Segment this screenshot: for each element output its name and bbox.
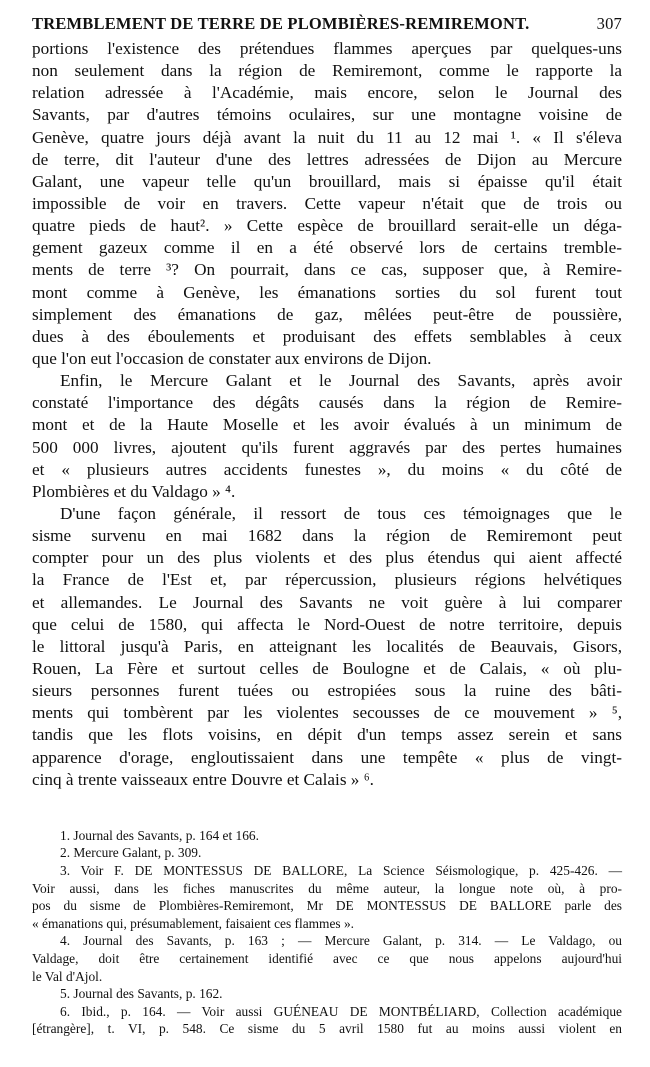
running-title: TREMBLEMENT DE TERRE DE PLOMBIÈRES-REMIREMONT. xyxy=(32,14,530,33)
body-line: 500 000 livres, ajoutent qu'ils furent aggravés par des pertes humaines xyxy=(32,437,622,457)
body-line: sisme survenu en mai 1682 dans la région de Remiremont peut xyxy=(32,526,622,546)
body-line: mont comme à Genève, les émanations sorties du sol furent tout xyxy=(32,282,622,302)
footnote-line: le Val d'Ajol. xyxy=(32,968,103,984)
body-line: simplement des émanations de gaz, mêlées peut-être de poussière, xyxy=(32,304,622,324)
footnote-line: 1. Journal des Savants, p. 164 et 166. xyxy=(60,827,259,843)
page-number: 307 xyxy=(596,14,622,33)
body-line: ments qui tombèrent par les violentes secousses de ce mouvement » ⁵, xyxy=(32,703,622,723)
body-line: gement gazeux comme il en a été observé lors de certains tremble- xyxy=(32,238,622,258)
body-line: ments de terre ³? On pourrait, dans ce cas, supposer que, à Remire- xyxy=(32,260,622,280)
footnote-line: « émanations qui, présumablement, faisaient ces flammes ». xyxy=(32,915,355,931)
body-line: que celui de 1580, qui affecta le Nord-Ouest de notre territoire, depuis xyxy=(32,614,622,634)
body-line: D'une façon générale, il ressort de tous ces témoignages que le xyxy=(60,503,622,523)
footnote-line: 4. Journal des Savants, p. 163 ; — Mercure Galant, p. 314. — Le Valdago, ou xyxy=(60,933,622,949)
body-line: non seulement dans la région de Remiremont, comme le rapporte la xyxy=(32,61,622,81)
body-line: et « plusieurs autres accidents funestes », du moins « du côté de xyxy=(32,459,622,479)
body-line: portions l'existence des prétendues flammes aperçues par quelques-uns xyxy=(32,39,622,58)
body-line: que l'on eut l'occasion de constater aux environs de Dijon. xyxy=(32,348,432,368)
footnote-line: 3. Voir F. DE MONTESSUS DE BALLORE, La Science Séismologique, p. 425-426. — xyxy=(60,862,622,878)
footnote-line: pos du sisme de Plombières-Remiremont, Mr DE MONTESSUS DE BALLORE parle des xyxy=(32,898,622,914)
footnote-line: Valdage, doit être certainement identifié avec ce que nous appelons aujourd'hui xyxy=(32,950,622,966)
footnote-line: 6. Ibid., p. 164. — Voir aussi GUÉNEAU DE MONTBÉLIARD, Collection académique xyxy=(60,1003,622,1019)
body-line: Genève, quatre jours déjà avant la nuit du 11 au 12 mai ¹. « Il s'éleva xyxy=(32,127,622,147)
footnote-line: 2. Mercure Galant, p. 309. xyxy=(60,845,202,861)
body-line: tandis que les flots voisins, en dépit d'un temps assez serein et sans xyxy=(32,725,622,745)
body-line: de terre, dit l'auteur d'une des lettres adressées de Dijon au Mercure xyxy=(32,149,622,169)
body-line: mont et de la Haute Moselle et les avoir évalués à un minimum de xyxy=(32,415,622,435)
footnote-line: 5. Journal des Savants, p. 162. xyxy=(60,986,223,1002)
body-line: Savants, par d'autres témoins oculaires, sur une montagne voisine de xyxy=(32,105,622,125)
footnote-line: Voir aussi, dans les fiches manuscrites du même auteur, la longue note où, à pro- xyxy=(32,880,622,896)
footnotes xyxy=(32,827,622,1038)
body-line: sieurs personnes furent tuées ou estropiées sous la ruine des bâti- xyxy=(32,681,622,701)
body-line: constaté l'importance des dégâts causés dans la région de Remire- xyxy=(32,393,622,413)
body-line: et allemandes. Le Journal des Savants ne voit guère à lui comparer xyxy=(32,592,622,612)
body-line: quatre pieds de haut². » Cette espèce de brouillard serait-elle un déga- xyxy=(32,216,622,236)
body-line: relation adressée à l'Académie, mais encore, selon le Journal des xyxy=(32,83,622,103)
book-page xyxy=(32,10,622,1038)
body-line: la France de l'Est et, par répercussion, plusieurs régions helvétiques xyxy=(32,570,622,590)
body-line: le littoral jusqu'à Paris, en atteignant les localités de Beauvais, Gisors, xyxy=(32,636,622,656)
body-line: apparence d'orage, engloutissaient dans une tempête « plus de vingt- xyxy=(32,747,622,767)
body-line: dues à des éboulements et produisant des effets semblables à ceux xyxy=(32,326,622,346)
body-line: compter pour un des plus violents et des plus étendus qui aient affecté xyxy=(32,548,622,568)
body-line: Plombières et du Valdago » ⁴. xyxy=(32,481,236,501)
body-line: impossible de voir en travers. Cette vapeur n'était que de trois ou xyxy=(32,193,622,213)
body-text xyxy=(32,38,622,791)
body-line: Galant, une vapeur telle qu'un brouillard, mais si épaisse qu'il était xyxy=(32,171,622,191)
body-line: Rouen, La Fère et surtout celles de Boulogne et de Calais, « où plu- xyxy=(32,658,622,678)
running-header xyxy=(32,10,622,38)
body-line: cinq à trente vaisseaux entre Douvre et Calais » ⁶. xyxy=(32,769,374,789)
footnote-line: [étrangère], t. VI, p. 548. Ce sisme du 5 avril 1580 fut au moins aussi violent en xyxy=(32,1021,622,1037)
body-line: Enfin, le Mercure Galant et le Journal des Savants, après avoir xyxy=(60,371,622,391)
